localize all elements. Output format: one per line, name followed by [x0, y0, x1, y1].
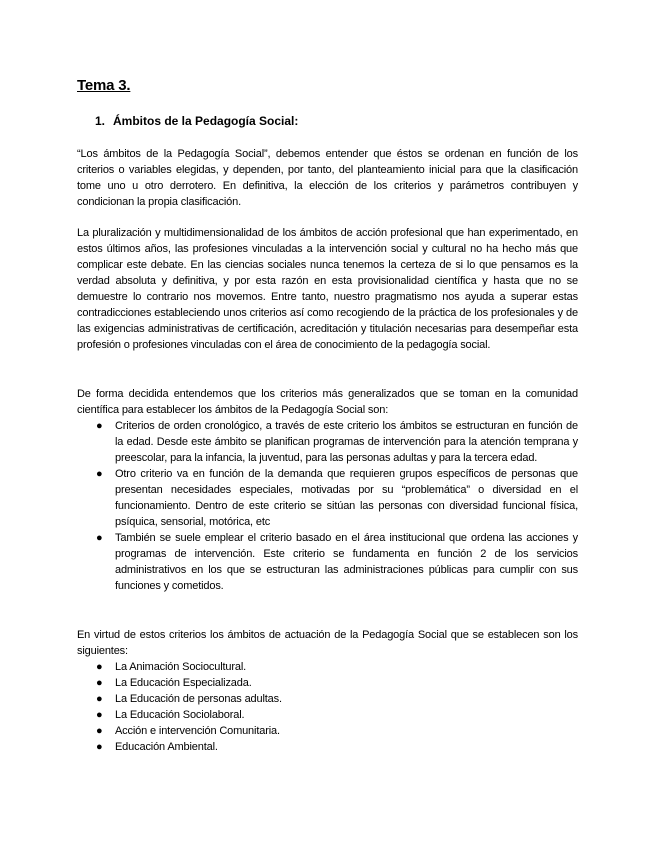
paragraph-criteria-intro: De forma decidida entendemos que los criterios más generalizados que se toman en la comunidad científica para establecer los ámbitos de la Pedagogía Social son:: [77, 388, 578, 416]
area-item-adults: [77, 691, 578, 707]
criteria-item-text: Otro criterio va en función de la demanda que requieren grupos específicos de personas que presentan necesidades especiales, motivadas por su “problemática” o diversidad en el funcionamiento. Dentro de este criterio se sitúan las personas con diversidad funcional física, psíquica, sensorial, motórica, etc: [115, 468, 578, 528]
bullet-icon: ●: [96, 693, 103, 705]
bullet-icon: ●: [96, 420, 103, 432]
criteria-item-demand: [77, 466, 578, 530]
criteria-block: [77, 386, 578, 594]
area-item-sociolaboral: [77, 707, 578, 723]
bullet-icon: ●: [96, 741, 103, 753]
area-item-text: Educación Ambiental.: [115, 741, 218, 753]
bullet-icon: ●: [96, 709, 103, 721]
criteria-item-text: Criterios de orden cronológico, a través de este criterio los ámbitos se estructuran en función de la edad. Desde este ámbito se planifican programas de intervención para la atención temprana y preescolar, para la infancia, la juventud, para las personas adultas y para la tercera edad.: [115, 420, 578, 464]
area-item-text: La Educación Especializada.: [115, 677, 252, 689]
area-item-environmental: [77, 739, 578, 755]
bullet-icon: ●: [96, 725, 103, 737]
areas-block: [77, 627, 578, 755]
bullet-icon: ●: [96, 661, 103, 673]
area-item-sociocultural: [77, 659, 578, 675]
area-item-community: [77, 723, 578, 739]
section-heading: [95, 114, 298, 128]
areas-list: [77, 659, 578, 755]
criteria-item-text: También se suele emplear el criterio basado en el área institucional que ordena las acciones y programas de intervención. Este criterio se fundamenta en función 2 de los servicios administrativos en los que se estructuran las administraciones públicas para cumplir con sus funciones y cometidos.: [115, 532, 578, 592]
paragraph-areas-intro: En virtud de estos criterios los ámbitos de actuación de la Pedagogía Social que se establecen son los siguientes:: [77, 629, 578, 657]
area-item-text: La Educación Sociolaboral.: [115, 709, 245, 721]
area-item-text: La Educación de personas adultas.: [115, 693, 282, 705]
area-item-text: La Animación Sociocultural.: [115, 661, 247, 673]
section-number: 1.: [95, 114, 106, 128]
bullet-icon: ●: [96, 532, 103, 544]
area-item-text: Acción e intervención Comunitaria.: [115, 725, 280, 737]
paragraph-pluralization: La pluralización y multidimensionalidad de los ámbitos de acción profesional que han experimentado, en estos últimos años, las profesiones vinculadas a la intervención social y cultural no ha hecho más que complicar este debate. En las ciencias sociales nunca tenemos la certeza de si lo que pensamos es la verdad absoluta y definitiva, y por esta razón en esta provisionalidad científica y hasta que no se demuestre lo contrario nos movemos. Entre tanto, nuestro pragmatismo nos ayuda a superar estas contradicciones estableciendo unos criterios así como recogiendo de la práctica de los profesionales y de las exigencias administrativas de certificación, acreditación y titulación necesarias para desempeñar esta profesión o profesiones vinculadas con el área de conocimiento de la pedagogía social.: [77, 227, 578, 351]
bullet-icon: ●: [96, 468, 103, 480]
section-heading-text: Ámbitos de la Pedagogía Social:: [113, 114, 299, 128]
bullet-icon: ●: [96, 677, 103, 689]
page-title: Tema 3.: [77, 77, 131, 94]
criteria-item-chronological: [77, 418, 578, 466]
criteria-list: [77, 418, 578, 594]
paragraph-intro: “Los ámbitos de la Pedagogía Social”, debemos entender que éstos se ordenan en función de los criterios o variables elegidas, y dependen, por tanto, del planteamiento inicial para que la clasificación tome uno u otro derrotero. En definitiva, la elección de los criterios y parámetros contribuyen y condicionan la propia clasificación.: [77, 148, 578, 208]
criteria-item-institutional: [77, 530, 578, 594]
area-item-specialized: [77, 675, 578, 691]
